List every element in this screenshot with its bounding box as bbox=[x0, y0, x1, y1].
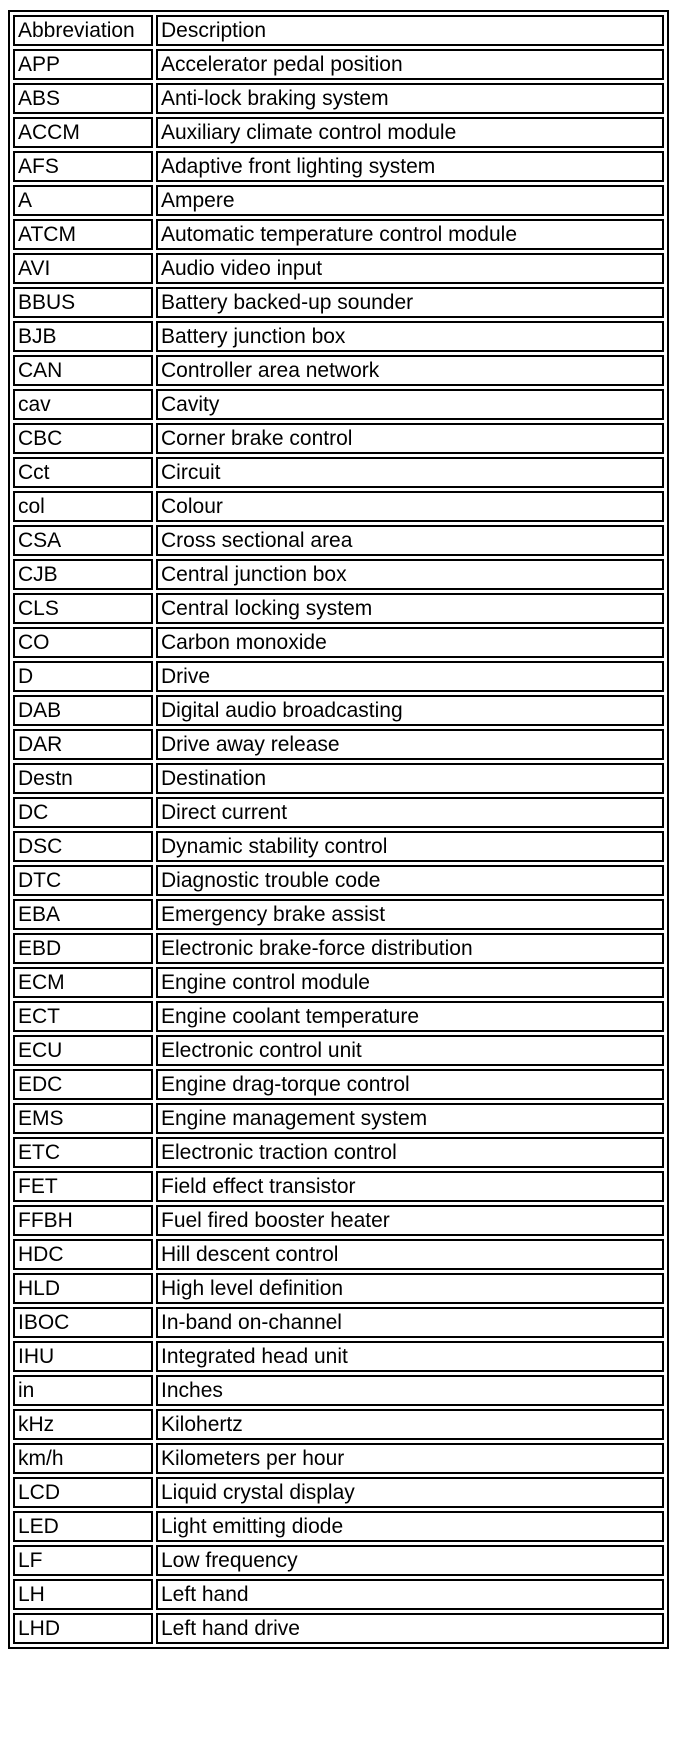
table-row bbox=[13, 1171, 664, 1202]
table-row bbox=[13, 1205, 664, 1236]
table-row bbox=[13, 1001, 664, 1032]
description-cell: Engine drag-torque control bbox=[156, 1069, 664, 1100]
table-row bbox=[13, 899, 664, 930]
abbreviation-cell: LHD bbox=[13, 1613, 153, 1644]
abbreviation-cell: AVI bbox=[13, 253, 153, 284]
description-cell: Drive away release bbox=[156, 729, 664, 760]
description-cell: Liquid crystal display bbox=[156, 1477, 664, 1508]
table-row bbox=[13, 1341, 664, 1372]
description-cell: Inches bbox=[156, 1375, 664, 1406]
table-row bbox=[13, 49, 664, 80]
table-row bbox=[13, 1035, 664, 1066]
description-cell: Digital audio broadcasting bbox=[156, 695, 664, 726]
description-cell: Cavity bbox=[156, 389, 664, 420]
table-row bbox=[13, 1579, 664, 1610]
abbreviation-cell: CBC bbox=[13, 423, 153, 454]
description-cell: Engine coolant temperature bbox=[156, 1001, 664, 1032]
description-cell: Electronic traction control bbox=[156, 1137, 664, 1168]
abbreviation-cell: EDC bbox=[13, 1069, 153, 1100]
abbreviation-cell: CAN bbox=[13, 355, 153, 386]
description-cell: Kilometers per hour bbox=[156, 1443, 664, 1474]
abbreviation-cell: km/h bbox=[13, 1443, 153, 1474]
table-row bbox=[13, 661, 664, 692]
abbreviation-cell: BBUS bbox=[13, 287, 153, 318]
description-cell: Electronic brake-force distribution bbox=[156, 933, 664, 964]
abbreviation-cell: CLS bbox=[13, 593, 153, 624]
table-header-row bbox=[13, 15, 664, 46]
description-cell: Left hand drive bbox=[156, 1613, 664, 1644]
table-row bbox=[13, 389, 664, 420]
description-cell: Central junction box bbox=[156, 559, 664, 590]
description-cell: Electronic control unit bbox=[156, 1035, 664, 1066]
description-cell: High level definition bbox=[156, 1273, 664, 1304]
table-row bbox=[13, 797, 664, 828]
description-cell: Accelerator pedal position bbox=[156, 49, 664, 80]
abbreviation-cell: ACCM bbox=[13, 117, 153, 148]
table-row bbox=[13, 559, 664, 590]
abbreviation-cell: IHU bbox=[13, 1341, 153, 1372]
abbreviation-cell: APP bbox=[13, 49, 153, 80]
table-body bbox=[13, 49, 664, 1644]
table-row bbox=[13, 933, 664, 964]
table-row bbox=[13, 1307, 664, 1338]
table-row bbox=[13, 321, 664, 352]
abbreviation-cell: ECM bbox=[13, 967, 153, 998]
abbreviation-cell: BJB bbox=[13, 321, 153, 352]
abbreviation-cell: EBA bbox=[13, 899, 153, 930]
table-row bbox=[13, 525, 664, 556]
description-cell: Emergency brake assist bbox=[156, 899, 664, 930]
table-row bbox=[13, 1069, 664, 1100]
abbreviation-cell: CO bbox=[13, 627, 153, 658]
table-row bbox=[13, 627, 664, 658]
table-row bbox=[13, 423, 664, 454]
description-cell: Colour bbox=[156, 491, 664, 522]
table-row bbox=[13, 287, 664, 318]
description-cell: Dynamic stability control bbox=[156, 831, 664, 862]
description-cell: Left hand bbox=[156, 1579, 664, 1610]
table-row bbox=[13, 355, 664, 386]
description-cell: Ampere bbox=[156, 185, 664, 216]
abbreviation-cell: FFBH bbox=[13, 1205, 153, 1236]
abbreviation-cell: DAR bbox=[13, 729, 153, 760]
description-cell: Battery backed-up sounder bbox=[156, 287, 664, 318]
abbreviation-cell: LF bbox=[13, 1545, 153, 1576]
abbreviation-cell: col bbox=[13, 491, 153, 522]
header-description: Description bbox=[156, 15, 664, 46]
abbreviation-cell: D bbox=[13, 661, 153, 692]
abbreviation-cell: IBOC bbox=[13, 1307, 153, 1338]
description-cell: Direct current bbox=[156, 797, 664, 828]
description-cell: Corner brake control bbox=[156, 423, 664, 454]
abbreviation-cell: CSA bbox=[13, 525, 153, 556]
description-cell: Fuel fired booster heater bbox=[156, 1205, 664, 1236]
abbreviation-cell: ETC bbox=[13, 1137, 153, 1168]
description-cell: Auxiliary climate control module bbox=[156, 117, 664, 148]
description-cell: In-band on-channel bbox=[156, 1307, 664, 1338]
table-row bbox=[13, 1545, 664, 1576]
table-row bbox=[13, 763, 664, 794]
description-cell: Integrated head unit bbox=[156, 1341, 664, 1372]
abbreviation-cell: CJB bbox=[13, 559, 153, 590]
table-row bbox=[13, 117, 664, 148]
abbreviation-cell: HDC bbox=[13, 1239, 153, 1270]
description-cell: Controller area network bbox=[156, 355, 664, 386]
table-row bbox=[13, 1511, 664, 1542]
table-row bbox=[13, 1613, 664, 1644]
table-row bbox=[13, 967, 664, 998]
table-row bbox=[13, 1137, 664, 1168]
table-row bbox=[13, 185, 664, 216]
description-cell: Automatic temperature control module bbox=[156, 219, 664, 250]
description-cell: Audio video input bbox=[156, 253, 664, 284]
table-row bbox=[13, 1477, 664, 1508]
abbreviation-cell: EMS bbox=[13, 1103, 153, 1134]
abbreviation-cell: kHz bbox=[13, 1409, 153, 1440]
abbreviation-cell: ATCM bbox=[13, 219, 153, 250]
description-cell: Adaptive front lighting system bbox=[156, 151, 664, 182]
description-cell: Field effect transistor bbox=[156, 1171, 664, 1202]
abbreviation-cell: Destn bbox=[13, 763, 153, 794]
abbreviation-cell: Cct bbox=[13, 457, 153, 488]
description-cell: Anti-lock braking system bbox=[156, 83, 664, 114]
description-cell: Drive bbox=[156, 661, 664, 692]
table-row bbox=[13, 1409, 664, 1440]
abbreviation-cell: ECT bbox=[13, 1001, 153, 1032]
description-cell: Carbon monoxide bbox=[156, 627, 664, 658]
table-row bbox=[13, 1273, 664, 1304]
table-row bbox=[13, 1375, 664, 1406]
abbreviation-cell: cav bbox=[13, 389, 153, 420]
description-cell: Low frequency bbox=[156, 1545, 664, 1576]
table-row bbox=[13, 695, 664, 726]
abbreviation-cell: ECU bbox=[13, 1035, 153, 1066]
abbreviation-cell: A bbox=[13, 185, 153, 216]
table-row bbox=[13, 1443, 664, 1474]
description-cell: Central locking system bbox=[156, 593, 664, 624]
table-row bbox=[13, 865, 664, 896]
table-row bbox=[13, 1103, 664, 1134]
description-cell: Light emitting diode bbox=[156, 1511, 664, 1542]
abbreviation-cell: DAB bbox=[13, 695, 153, 726]
description-cell: Hill descent control bbox=[156, 1239, 664, 1270]
abbreviation-cell: AFS bbox=[13, 151, 153, 182]
description-cell: Engine control module bbox=[156, 967, 664, 998]
abbreviation-cell: ABS bbox=[13, 83, 153, 114]
table-row bbox=[13, 729, 664, 760]
table-row bbox=[13, 831, 664, 862]
abbreviation-cell: LH bbox=[13, 1579, 153, 1610]
abbreviation-cell: HLD bbox=[13, 1273, 153, 1304]
abbreviation-cell: DTC bbox=[13, 865, 153, 896]
description-cell: Kilohertz bbox=[156, 1409, 664, 1440]
description-cell: Engine management system bbox=[156, 1103, 664, 1134]
description-cell: Destination bbox=[156, 763, 664, 794]
table-row bbox=[13, 219, 664, 250]
description-cell: Battery junction box bbox=[156, 321, 664, 352]
description-cell: Diagnostic trouble code bbox=[156, 865, 664, 896]
abbreviation-table bbox=[8, 10, 669, 1649]
abbreviation-cell: DC bbox=[13, 797, 153, 828]
abbreviation-cell: EBD bbox=[13, 933, 153, 964]
abbreviation-cell: FET bbox=[13, 1171, 153, 1202]
table-row bbox=[13, 83, 664, 114]
abbreviation-cell: LED bbox=[13, 1511, 153, 1542]
table-row bbox=[13, 491, 664, 522]
abbreviation-cell: DSC bbox=[13, 831, 153, 862]
table-row bbox=[13, 1239, 664, 1270]
description-cell: Cross sectional area bbox=[156, 525, 664, 556]
table-row bbox=[13, 253, 664, 284]
abbreviation-cell: LCD bbox=[13, 1477, 153, 1508]
table-row bbox=[13, 593, 664, 624]
table-row bbox=[13, 151, 664, 182]
abbreviation-cell: in bbox=[13, 1375, 153, 1406]
table-row bbox=[13, 457, 664, 488]
description-cell: Circuit bbox=[156, 457, 664, 488]
header-abbreviation: Abbreviation bbox=[13, 15, 153, 46]
